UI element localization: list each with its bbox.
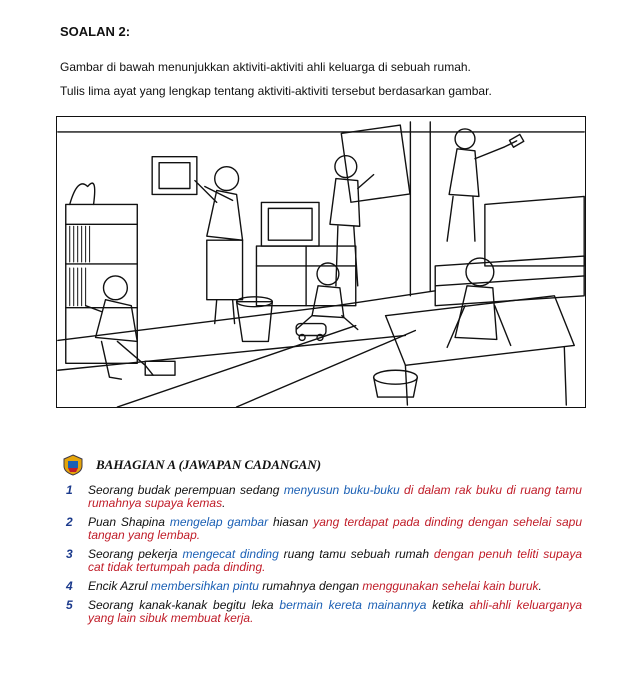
- school-crest-icon: [62, 454, 84, 476]
- answer-number: 4: [66, 579, 73, 593]
- section-title: BAHAGIAN A (JAWAPAN CADANGAN): [96, 457, 322, 472]
- answer-text: Encik Azrul membersihkan pintu rumahnya dengan menggunakan sehelai kain buruk.: [88, 579, 542, 593]
- question-title: SOALAN 2:: [60, 24, 131, 39]
- answer-number: 1: [66, 483, 73, 497]
- answer-text: Seorang pekerja mengecat dinding ruang tamu sebuah rumah dengan penuh teliti supaya cat tidak tertumpah pada dinding.: [88, 547, 583, 574]
- answer-number: 2: [66, 515, 73, 529]
- answer-list: [66, 484, 586, 631]
- answer-number: 5: [66, 598, 73, 612]
- answer-item-2: [66, 516, 586, 542]
- family-activities-illustration: [56, 116, 586, 408]
- answer-item-5: [66, 599, 586, 625]
- answer-item-3: [66, 548, 586, 574]
- instruction-line-1: Gambar di bawah menunjukkan aktiviti-aktiviti ahli keluarga di sebuah rumah.: [60, 60, 471, 74]
- instruction-line-2: Tulis lima ayat yang lengkap tentang aktiviti-aktiviti tersebut berdasarkan gambar.: [60, 84, 492, 98]
- answer-number: 3: [66, 547, 73, 561]
- answer-text: Seorang kanak-kanak begitu leka bermain kereta mainannya ketika ahli-ahli keluarganya yang lain sibuk membuat kerja.: [88, 598, 583, 625]
- answer-item-4: [66, 580, 586, 593]
- answer-text: Puan Shapina mengelap gambar hiasan yang terdapat pada dinding dengan sehelai sapu tangan yang lembap.: [88, 515, 583, 542]
- answer-item-1: [66, 484, 586, 510]
- answer-text: Seorang budak perempuan sedang menyusun buku-buku di dalam rak buku di ruang tamu rumahnya supaya kemas.: [88, 483, 582, 510]
- section-header: [62, 454, 321, 476]
